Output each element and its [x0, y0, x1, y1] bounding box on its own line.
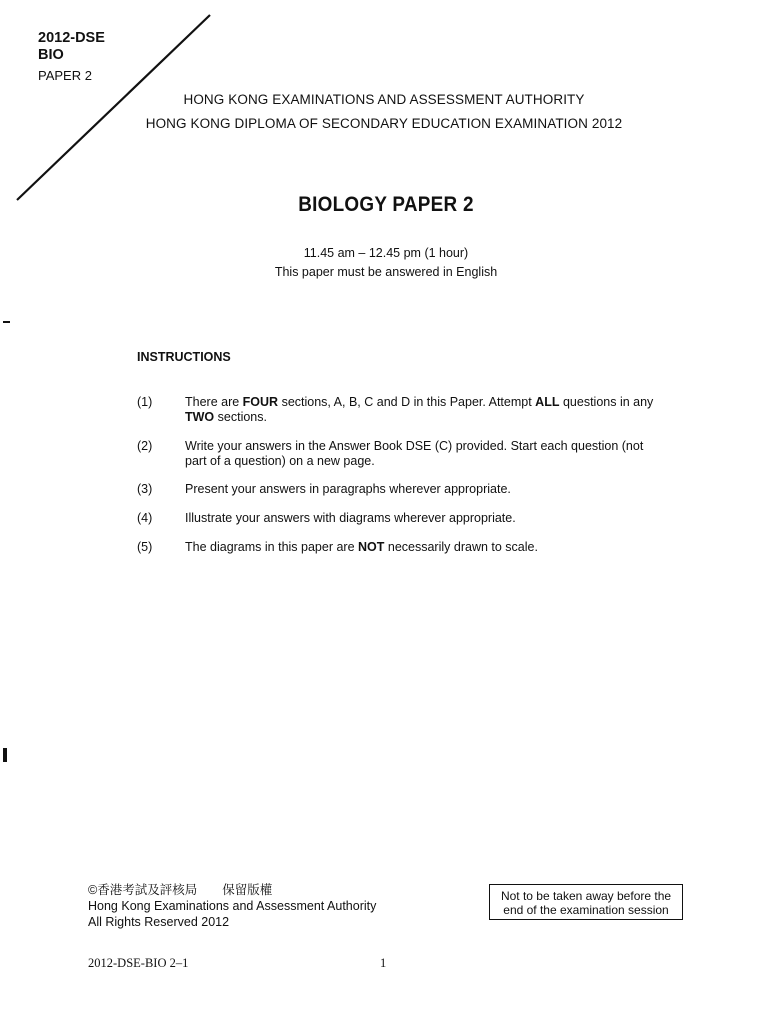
exam-year-code: 2012-DSE: [38, 30, 105, 46]
authority-heading: HONG KONG EXAMINATIONS AND ASSESSMENT AUTHORITY: [183, 92, 585, 107]
copyright-rights: All Rights Reserved 2012: [88, 915, 230, 929]
instructions-heading: INSTRUCTIONS: [137, 350, 231, 364]
notice-box: Not to be taken away before the end of the examination session: [489, 884, 683, 920]
language-note: This paper must be answered in English: [274, 265, 498, 279]
instruction-number: (3): [137, 482, 153, 496]
instruction-item: [137, 395, 655, 425]
instruction-item: [137, 511, 655, 526]
paper-code-block: [38, 30, 105, 84]
paper-number: PAPER 2: [38, 68, 92, 83]
instruction-text: There are FOUR sections, A, B, C and D in this Paper. Attempt ALL questions in any TWO sections.: [185, 395, 654, 424]
instruction-number: (5): [137, 540, 153, 554]
scan-mark: [3, 748, 7, 762]
instruction-item: [137, 482, 655, 497]
page-number: 1: [380, 956, 387, 970]
instruction-item: [137, 439, 655, 469]
instruction-text: Write your answers in the Answer Book DSE (C) provided. Start each question (not part of a question) on a new page.: [185, 439, 644, 468]
instruction-text: Illustrate your answers with diagrams wherever appropriate.: [185, 511, 516, 525]
exam-heading: HONG KONG DIPLOMA OF SECONDARY EDUCATION EXAMINATION 2012: [145, 116, 623, 131]
scan-mark: [3, 321, 10, 323]
exam-time: 11.45 am – 12.45 pm (1 hour): [303, 246, 469, 260]
subject-code: BIO: [38, 47, 64, 63]
copyright-english: Hong Kong Examinations and Assessment Authority: [88, 899, 377, 913]
instruction-number: (1): [137, 395, 153, 409]
instruction-text: The diagrams in this paper are NOT necessarily drawn to scale.: [185, 540, 538, 554]
page-title: BIOLOGY PAPER 2: [298, 193, 474, 216]
instruction-text: Present your answers in paragraphs wherever appropriate.: [185, 482, 511, 496]
copyright-chinese: ©香港考試及評核局 保留版權: [88, 883, 273, 897]
instruction-item: [137, 540, 655, 555]
instruction-number: (4): [137, 511, 153, 525]
footer-paper-code: 2012-DSE-BIO 2–1: [88, 956, 189, 970]
copyright-block: [88, 882, 376, 930]
instruction-number: (2): [137, 439, 153, 453]
